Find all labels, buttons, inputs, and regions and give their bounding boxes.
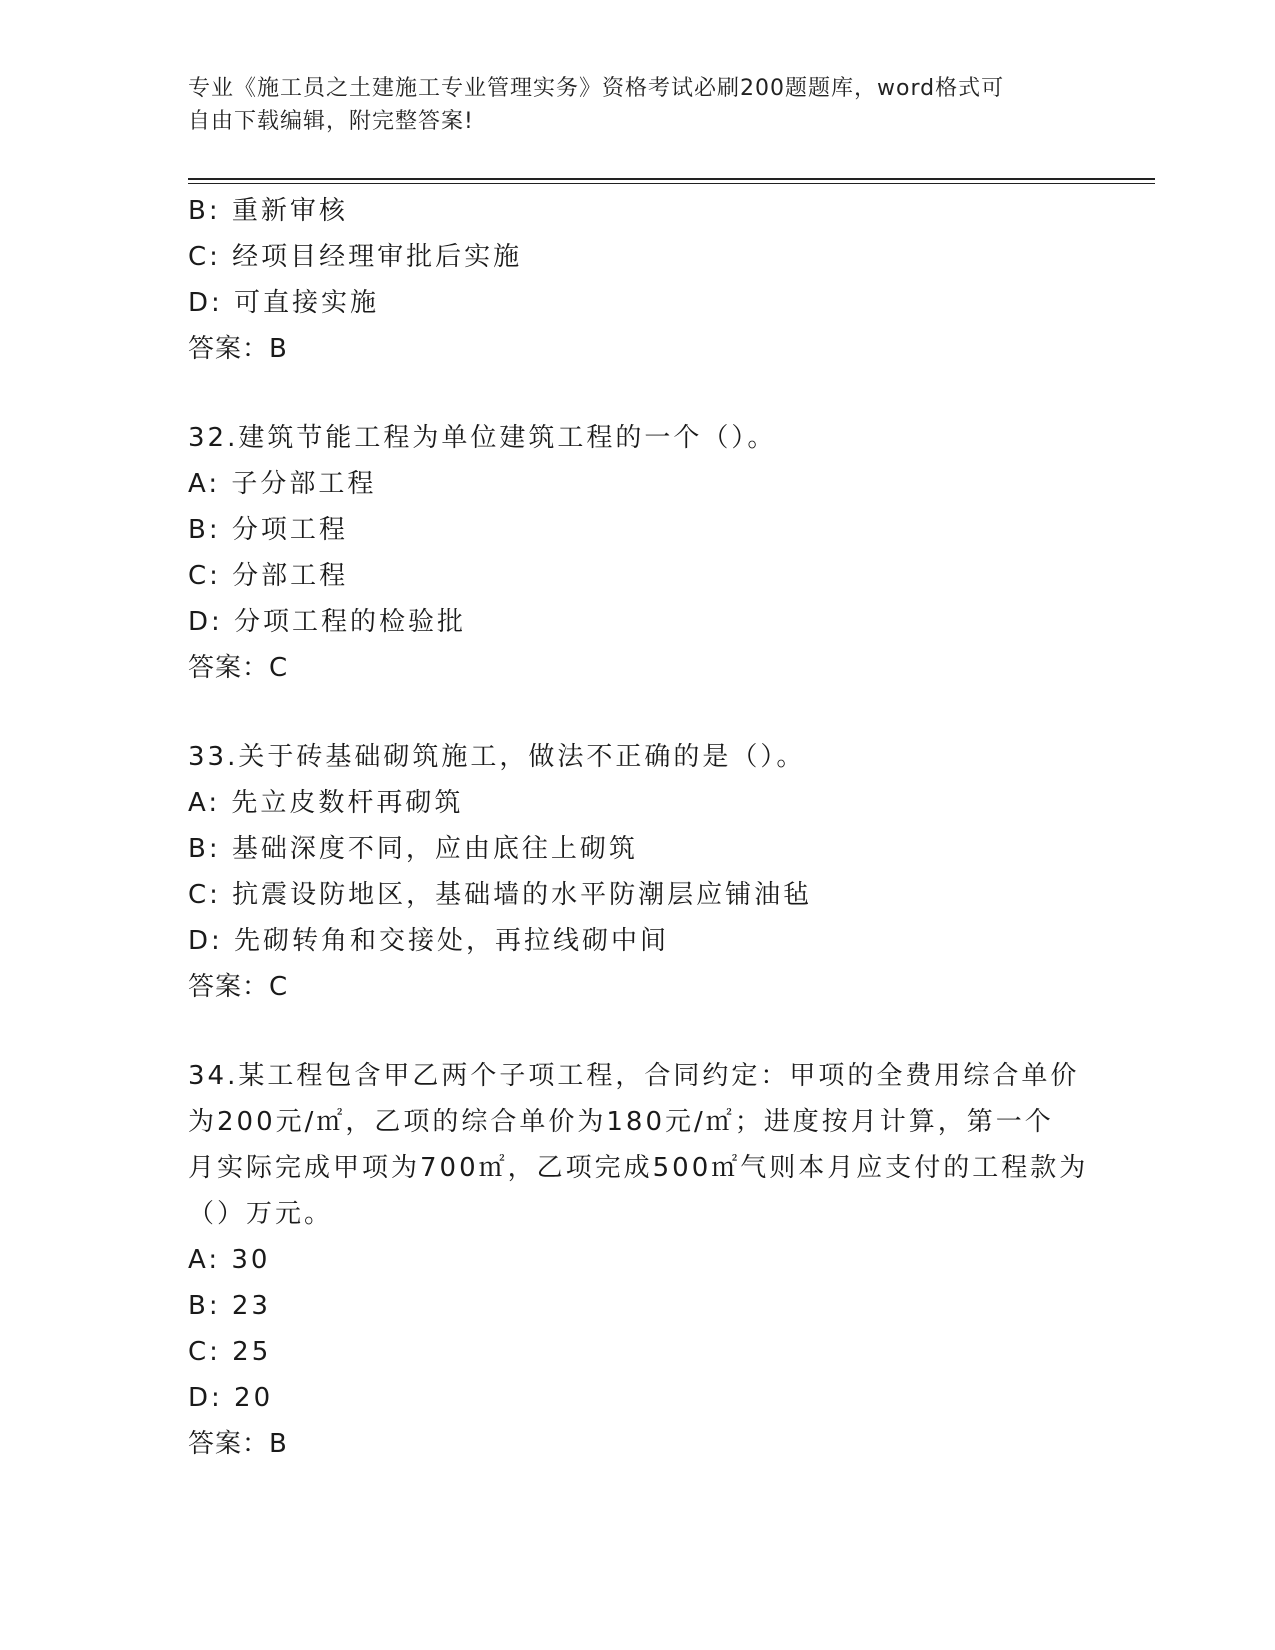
question-34: [188, 1053, 1089, 1467]
header-line-2: 自由下载编辑，附完整答案!: [188, 109, 474, 134]
answer-line: 答案：C: [188, 653, 289, 683]
option-b: B: 基础深度不同，应由底往上砌筑: [188, 834, 638, 864]
question-33: [188, 734, 1078, 1010]
option-b: B: 23: [188, 1291, 271, 1321]
header-divider-thick: [188, 178, 1155, 180]
option-a: A: 子分部工程: [188, 469, 377, 499]
answer-line: 答案：C: [188, 972, 289, 1002]
option-c: C: 抗震设防地区，基础墙的水平防潮层应铺油毡: [188, 880, 813, 910]
option-b: B: 重新审核: [188, 196, 348, 226]
question-stem-line-3: 月实际完成甲项为700㎡，乙项完成500㎡气则本月应支付的工程款为: [188, 1153, 1089, 1183]
option-c: C: 经项目经理审批后实施: [188, 242, 523, 272]
option-b: B: 分项工程: [188, 515, 348, 545]
question-stem-line-2: 为200元/㎡，乙项的综合单价为180元/㎡；进度按月计算，第一个: [188, 1107, 1054, 1137]
option-c: C: 分部工程: [188, 561, 349, 591]
answer-line: 答案：B: [188, 1429, 288, 1459]
option-c: C: 25: [188, 1337, 272, 1367]
option-d: D: 分项工程的检验批: [188, 607, 467, 637]
option-d: D: 可直接实施: [188, 288, 380, 318]
question-stem-line-1: 34.某工程包含甲乙两个子项工程，合同约定：甲项的全费用综合单价: [188, 1061, 1080, 1091]
question-31-continued: [188, 188, 1078, 372]
header-line-1: 专业《施工员之土建施工专业管理实务》资格考试必刷200题题库，word格式可: [188, 76, 1005, 101]
answer-line: 答案：B: [188, 334, 288, 364]
question-32: [188, 415, 1078, 691]
question-content: [188, 188, 1089, 1467]
header-divider-thin: [188, 183, 1155, 184]
document-header: [188, 72, 1088, 138]
option-d: D: 先砌转角和交接处，再拉线砌中间: [188, 926, 670, 956]
question-stem-line-4: （）万元。: [188, 1199, 334, 1229]
question-stem: 32.建筑节能工程为单位建筑工程的一个（）。: [188, 423, 777, 453]
option-a: A: 先立皮数杆再砌筑: [188, 788, 464, 818]
option-d: D: 20: [188, 1383, 274, 1413]
option-a: A: 30: [188, 1245, 271, 1275]
question-stem: 33.关于砖基础砌筑施工，做法不正确的是（）。: [188, 742, 806, 772]
